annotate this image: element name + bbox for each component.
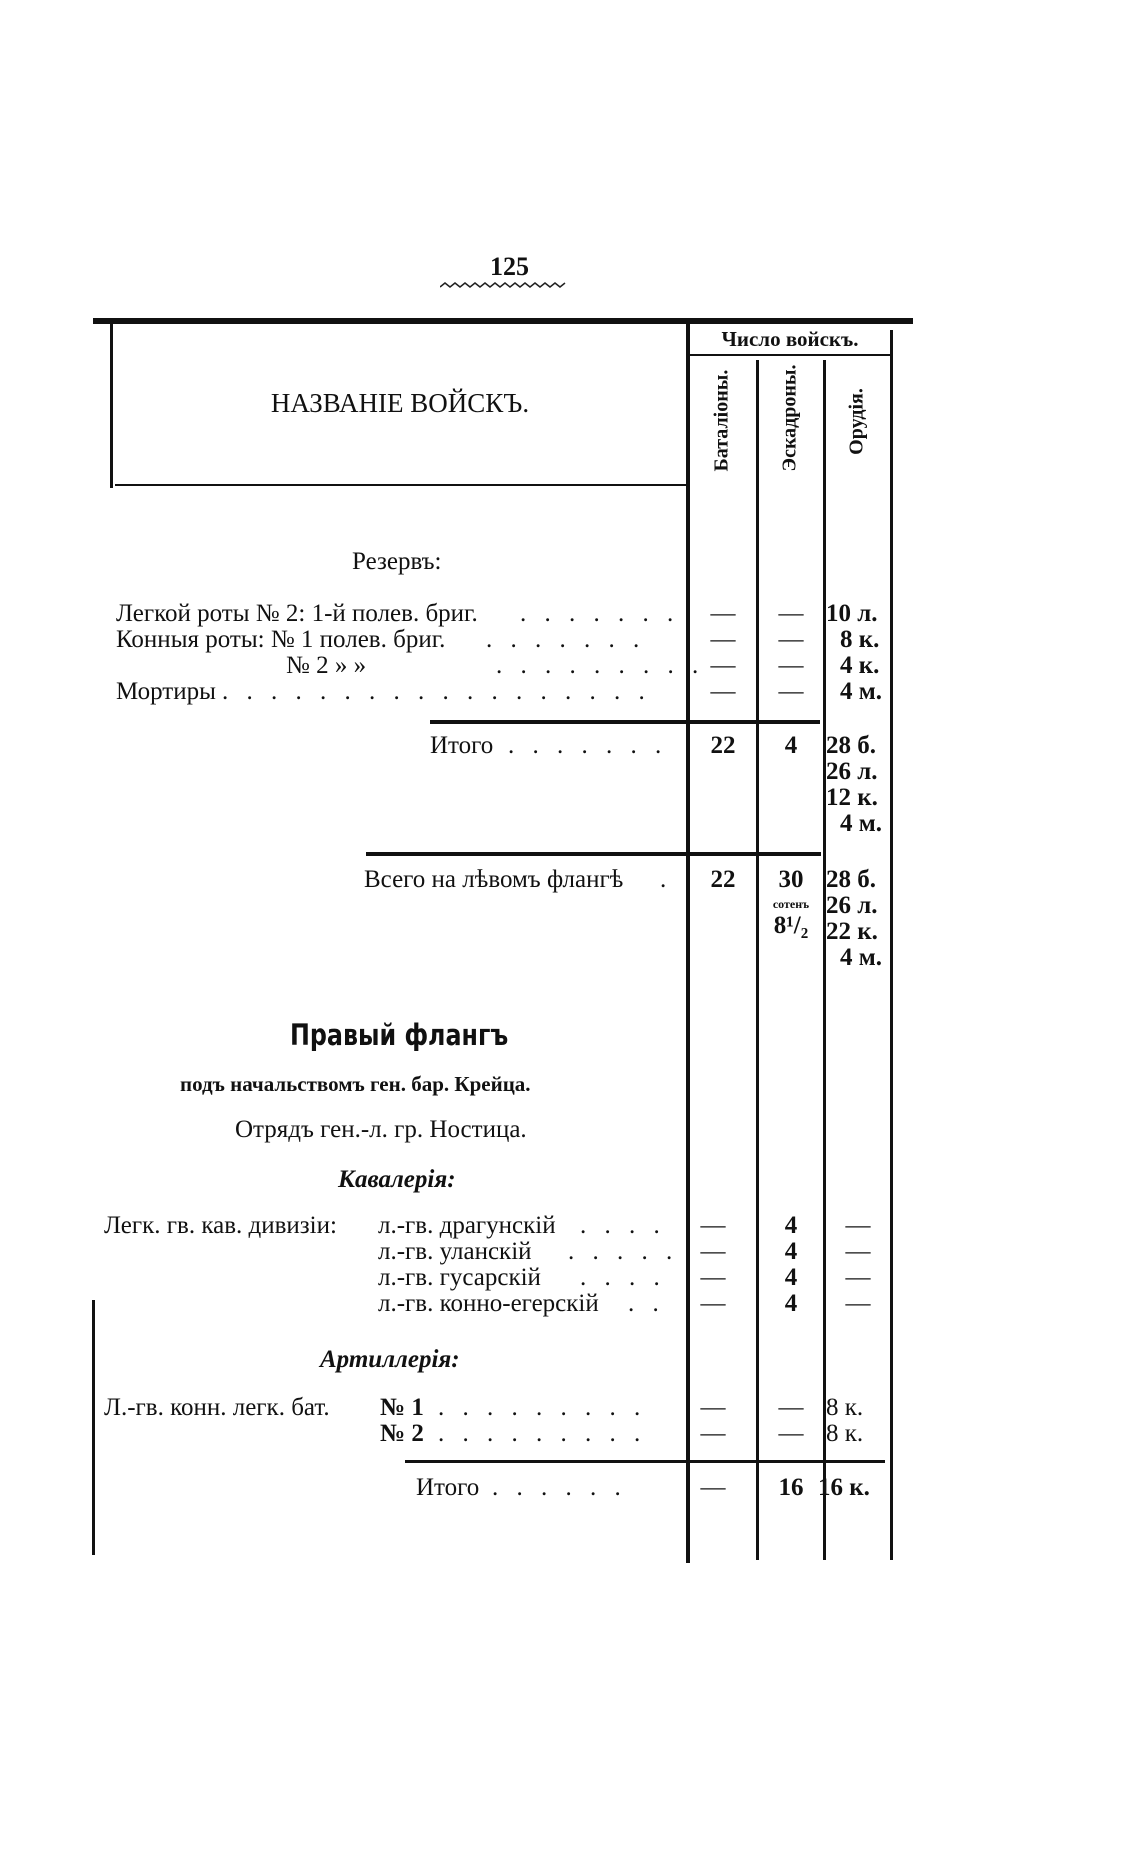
col-divider-4: [890, 330, 893, 1560]
col-divider-3: [823, 360, 826, 1560]
cavalry-row-3-label: л.-гв. гусарскій: [378, 1264, 541, 1291]
reserve-row-4-ord: 4 м.: [840, 678, 883, 705]
artillery-prefix: Л.-гв. конн. легк. бат.: [104, 1394, 330, 1421]
column-group-label: Число войскъ.: [721, 327, 859, 351]
reserve-row-4-bat: —: [710, 678, 736, 705]
reserve-row-3-label: № 2 » »: [286, 652, 367, 679]
cavalry-row-3-esk: 4: [784, 1264, 798, 1291]
right-flank-subtitle: подъ начальствомъ ген. бар. Крейца.: [180, 1072, 531, 1096]
reserve-heading: Резервъ:: [352, 548, 442, 575]
reserve-row-4-dots: . . . . . . . . . . . . . . . . . .: [222, 678, 651, 705]
reserve-row-3-dots: . . . . . . . . .: [496, 652, 705, 679]
column-squadrons: Эскадроны.: [778, 364, 801, 472]
table-left-border: [110, 318, 113, 488]
reserve-row-2-esk: —: [778, 626, 804, 653]
cavalry-row-2-dots: . . . . .: [568, 1238, 679, 1265]
cavalry-row-2-ord: —: [845, 1238, 871, 1265]
right-total-dots: . . . . . .: [492, 1474, 627, 1501]
artillery-row-2-dots: . . . . . . . . .: [438, 1420, 647, 1447]
column-battalions: Баталіоны.: [710, 369, 733, 472]
detachment-heading: Отрядъ ген.-л. гр. Ностица.: [235, 1116, 527, 1143]
reserve-total-dots: . . . . . . .: [508, 732, 668, 759]
reserve-row-4-label: Мортиры: [116, 678, 216, 705]
right-total-label: Итого: [416, 1474, 480, 1501]
table-title: НАЗВАНІЕ ВОЙСКЪ.: [270, 388, 530, 418]
cavalry-row-4-bat: —: [700, 1290, 726, 1317]
table-top-rule: [93, 318, 913, 324]
left-total-label: Всего на лѣвомъ флангѣ: [364, 866, 624, 893]
left-total-ord-2: 26 л.: [826, 892, 878, 919]
reserve-total-ord-3: 12 к.: [826, 784, 878, 811]
reserve-total-label: Итого: [430, 732, 494, 759]
left-total-ord-4: 4 м.: [840, 944, 883, 971]
reserve-row-4-esk: —: [778, 678, 804, 705]
left-total-rule: [366, 852, 821, 856]
left-total-bat: 22: [710, 866, 736, 893]
cavalry-row-3-ord: —: [845, 1264, 871, 1291]
left-total-dots: .: [660, 866, 667, 893]
cavalry-row-1-bat: —: [700, 1212, 726, 1239]
cavalry-prefix: Легк. гв. кав. дивизіи:: [104, 1212, 337, 1239]
artillery-heading: Артиллерія:: [320, 1346, 460, 1373]
artillery-row-2-bat: —: [700, 1420, 726, 1447]
reserve-row-1-dots: . . . . . . .: [520, 600, 680, 627]
cavalry-row-1-ord: —: [845, 1212, 871, 1239]
cavalry-row-2-bat: —: [700, 1238, 726, 1265]
right-total-rule: [405, 1460, 885, 1463]
artillery-row-1-label: № 1: [380, 1394, 424, 1421]
reserve-row-3-bat: —: [710, 652, 736, 679]
header-bottom-rule: [115, 484, 690, 486]
artillery-row-2-label: № 2: [380, 1420, 424, 1447]
cavalry-row-1-dots: . . . .: [580, 1212, 666, 1239]
reserve-total-ord-4: 4 м.: [840, 810, 883, 837]
reserve-row-2-label: Конныя роты: № 1 полев. бриг.: [116, 626, 446, 653]
reserve-row-2-ord: 8 к.: [840, 626, 880, 653]
column-guns: Орудія.: [845, 388, 868, 455]
cavalry-row-4-ord: —: [845, 1290, 871, 1317]
right-total-bat: —: [700, 1474, 726, 1501]
page-number: 125: [490, 252, 529, 281]
artillery-row-1-esk: —: [778, 1394, 804, 1421]
reserve-row-3-ord: 4 к.: [840, 652, 880, 679]
artillery-row-2-esk: —: [778, 1420, 804, 1447]
artillery-row-1-dots: . . . . . . . . .: [438, 1394, 647, 1421]
left-total-ord-3: 22 к.: [826, 918, 878, 945]
reserve-row-1-esk: —: [778, 600, 804, 627]
reserve-row-2-dots: . . . . . . .: [486, 626, 646, 653]
header-group-rule: [690, 354, 890, 356]
reserve-total-esk: 4: [784, 732, 798, 759]
reserve-row-3-esk: —: [778, 652, 804, 679]
cavalry-row-3-dots: . . . .: [580, 1264, 666, 1291]
right-total-esk: 16: [778, 1474, 804, 1501]
col-divider-1: [686, 318, 690, 1563]
reserve-total-ord-1: 28 б.: [826, 732, 876, 759]
left-total-ord-1: 28 б.: [826, 866, 876, 893]
cavalry-row-4-label: л.-гв. конно-егерскій: [378, 1290, 599, 1317]
cavalry-row-4-esk: 4: [784, 1290, 798, 1317]
left-total-esk-note: сотенъ: [772, 897, 810, 911]
left-total-esk-frac: 8¹/₂: [773, 912, 809, 939]
cavalry-row-2-label: л.-гв. уланскій: [378, 1238, 532, 1265]
cavalry-heading: Кавалерія:: [338, 1166, 456, 1193]
reserve-total-rule: [430, 720, 820, 724]
reserve-total-ord-2: 26 л.: [826, 758, 878, 785]
page-number-ornament: [440, 280, 570, 290]
reserve-row-1-bat: —: [710, 600, 736, 627]
page-left-rule: [92, 1300, 95, 1555]
right-flank-title: Правый флангъ: [290, 1018, 509, 1052]
reserve-row-1-label: Легкой роты № 2: 1-й полев. бриг.: [116, 600, 478, 627]
cavalry-row-1-esk: 4: [784, 1212, 798, 1239]
artillery-row-1-bat: —: [700, 1394, 726, 1421]
right-total-ord: 16 к.: [818, 1474, 870, 1501]
cavalry-row-3-bat: —: [700, 1264, 726, 1291]
cavalry-row-2-esk: 4: [784, 1238, 798, 1265]
col-divider-2: [756, 360, 759, 1560]
reserve-row-1-ord: 10 л.: [826, 600, 878, 627]
reserve-row-2-bat: —: [710, 626, 736, 653]
cavalry-row-1-label: л.-гв. драгунскій: [378, 1212, 556, 1239]
left-total-esk: 30: [778, 866, 804, 893]
artillery-row-2-ord: 8 к.: [826, 1420, 864, 1447]
artillery-row-1-ord: 8 к.: [826, 1394, 864, 1421]
reserve-total-bat: 22: [710, 732, 736, 759]
cavalry-row-4-dots: . .: [628, 1290, 665, 1317]
